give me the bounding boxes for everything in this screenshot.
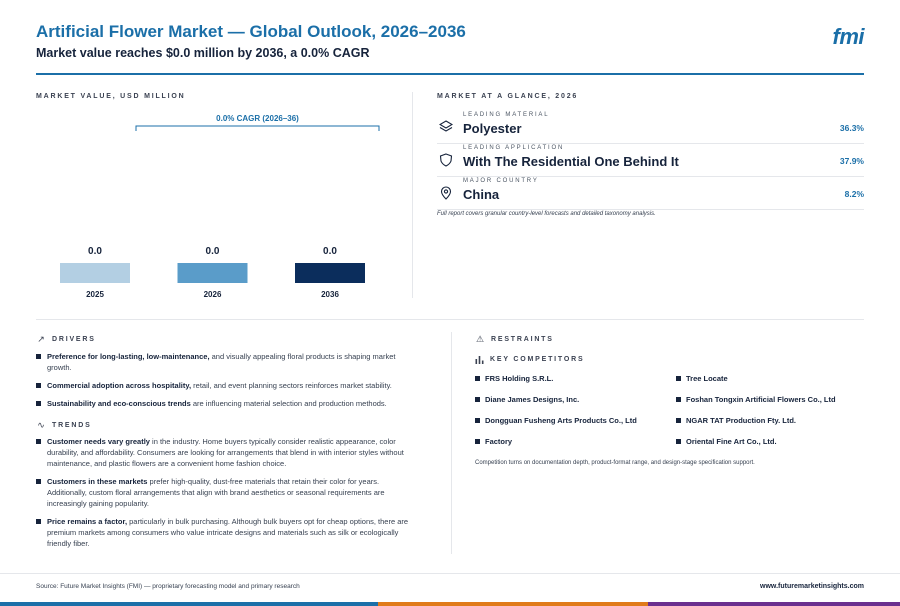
market-value-chart <box>36 104 406 304</box>
bar-2036 <box>295 263 365 283</box>
page-subtitle: Market value reaches $0.0 million by 2036, a 0.0% CAGR <box>36 46 370 60</box>
driver-item: Sustainability and eco-conscious trends are influencing material selection and production methods. <box>36 398 420 409</box>
bar-value-label: 0.0 <box>205 246 220 257</box>
website-link[interactable]: www.futuremarketinsights.com <box>760 583 864 590</box>
glance-share: 36.3% <box>839 123 864 133</box>
glance-row-country <box>437 178 864 210</box>
glance-category: LEADING APPLICATION <box>463 145 565 151</box>
trends-list <box>36 436 420 556</box>
bar-chart-icon <box>475 355 484 364</box>
cagr-bracket <box>136 126 379 131</box>
source-note: Source: Future Market Insights (FMI) — proprietary forecasting model and primary research <box>36 583 300 590</box>
glance-value: China <box>463 187 500 202</box>
brand-stripe-purple <box>648 602 900 606</box>
drivers-header <box>36 334 96 345</box>
bottom-panel-divider <box>451 332 452 554</box>
bar-value-label: 0.0 <box>88 246 102 257</box>
x-tick-label: 2026 <box>203 290 222 299</box>
trends-label: TRENDS <box>52 422 92 429</box>
glance-category: LEADING MATERIAL <box>463 112 550 118</box>
drivers-list <box>36 351 420 416</box>
competitor-item: Diane James Designs, Inc. <box>475 395 579 404</box>
trend-item: Customers in these markets prefer high-quality, dust-free materials that retain their color for years. Additionally, custom floral arrangements that align with brand aesthetics or seasonal requirements are increasingly gaining popularity. <box>36 476 420 509</box>
drivers-label: DRIVERS <box>52 336 96 343</box>
glance-section-label: MARKET AT A GLANCE, 2026 <box>437 93 579 100</box>
restraints-label: RESTRAINTS <box>491 336 554 343</box>
glance-value: Polyester <box>463 121 522 136</box>
glance-footnote: Full report covers granular country-level forecasts and detailed taxonomy analysis. <box>437 211 656 217</box>
driver-item: Preference for long-lasting, low-maintenance, and visually appealing floral products is shaping market growth. <box>36 351 420 373</box>
arrow-up-right-icon: ↗ <box>37 334 45 344</box>
competitor-item: NGAR TAT Production Fty. Ltd. <box>676 416 796 425</box>
cagr-annotation: 0.0% CAGR (2026–36) <box>216 114 299 123</box>
panel-divider <box>412 92 413 298</box>
competitors-header <box>475 355 584 364</box>
shield-icon <box>439 153 453 167</box>
glance-share: 8.2% <box>844 189 864 199</box>
competitor-item: FRS Holding S.R.L. <box>475 374 553 383</box>
trend-line-icon: ∿ <box>37 420 45 430</box>
competitor-item: Tree Locate <box>676 374 728 383</box>
x-tick-label: 2025 <box>86 290 104 299</box>
competitor-item: Factory <box>475 437 512 446</box>
bar-2026 <box>178 263 248 283</box>
x-tick-label: 2036 <box>321 290 339 299</box>
glance-row-material <box>437 112 864 144</box>
competitor-item: Dongguan Fusheng Arts Products Co., Ltd <box>475 416 637 425</box>
layers-icon <box>439 120 453 134</box>
glance-share: 37.9% <box>839 156 864 166</box>
glance-value: With The Residential One Behind It <box>463 154 679 169</box>
driver-item: Commercial adoption across hospitality, retail, and event planning sectors reinforces market stability. <box>36 380 420 391</box>
location-pin-icon <box>439 186 453 200</box>
trends-header <box>36 420 92 431</box>
footer-divider <box>0 573 900 574</box>
competitor-item: Foshan Tongxin Artificial Flowers Co., Ltd <box>676 395 836 404</box>
fmi-logo: fmi <box>832 24 864 49</box>
glance-row-application <box>437 145 864 177</box>
brand-stripe-orange <box>378 602 648 606</box>
bar-2025 <box>60 263 130 283</box>
competitors-footnote: Competition turns on documentation depth, product-format range, and design-stage specification support. <box>475 460 755 466</box>
trend-item: Price remains a factor, particularly in bulk purchasing. Although bulk buyers opt for cheap options, there are premium markets among consumers who value intricate designs and materials such as silk or ecologically friendly fiber. <box>36 516 420 549</box>
header-divider <box>36 73 864 75</box>
warning-icon: ⚠ <box>475 334 485 344</box>
trend-item: Customer needs vary greatly in the industry. Home buyers typically consider realistic appearance, color durability, and affordability. Consumers are looking for arrangements that blend in with interior styles without maintenance, and plastic flowers are a convenient home fashion choice. <box>36 436 420 469</box>
section-divider <box>36 319 864 320</box>
bar-value-label: 0.0 <box>323 246 337 257</box>
competitors-label: KEY COMPETITORS <box>490 356 585 363</box>
glance-category: MAJOR COUNTRY <box>463 178 539 184</box>
brand-stripe-blue <box>0 602 378 606</box>
page-title: Artificial Flower Market — Global Outlook, 2026–2036 <box>36 22 466 41</box>
competitor-item: Oriental Fine Art Co., Ltd. <box>676 437 777 446</box>
chart-section-label: MARKET VALUE, USD MILLION <box>36 93 186 100</box>
restraints-header <box>475 334 554 345</box>
